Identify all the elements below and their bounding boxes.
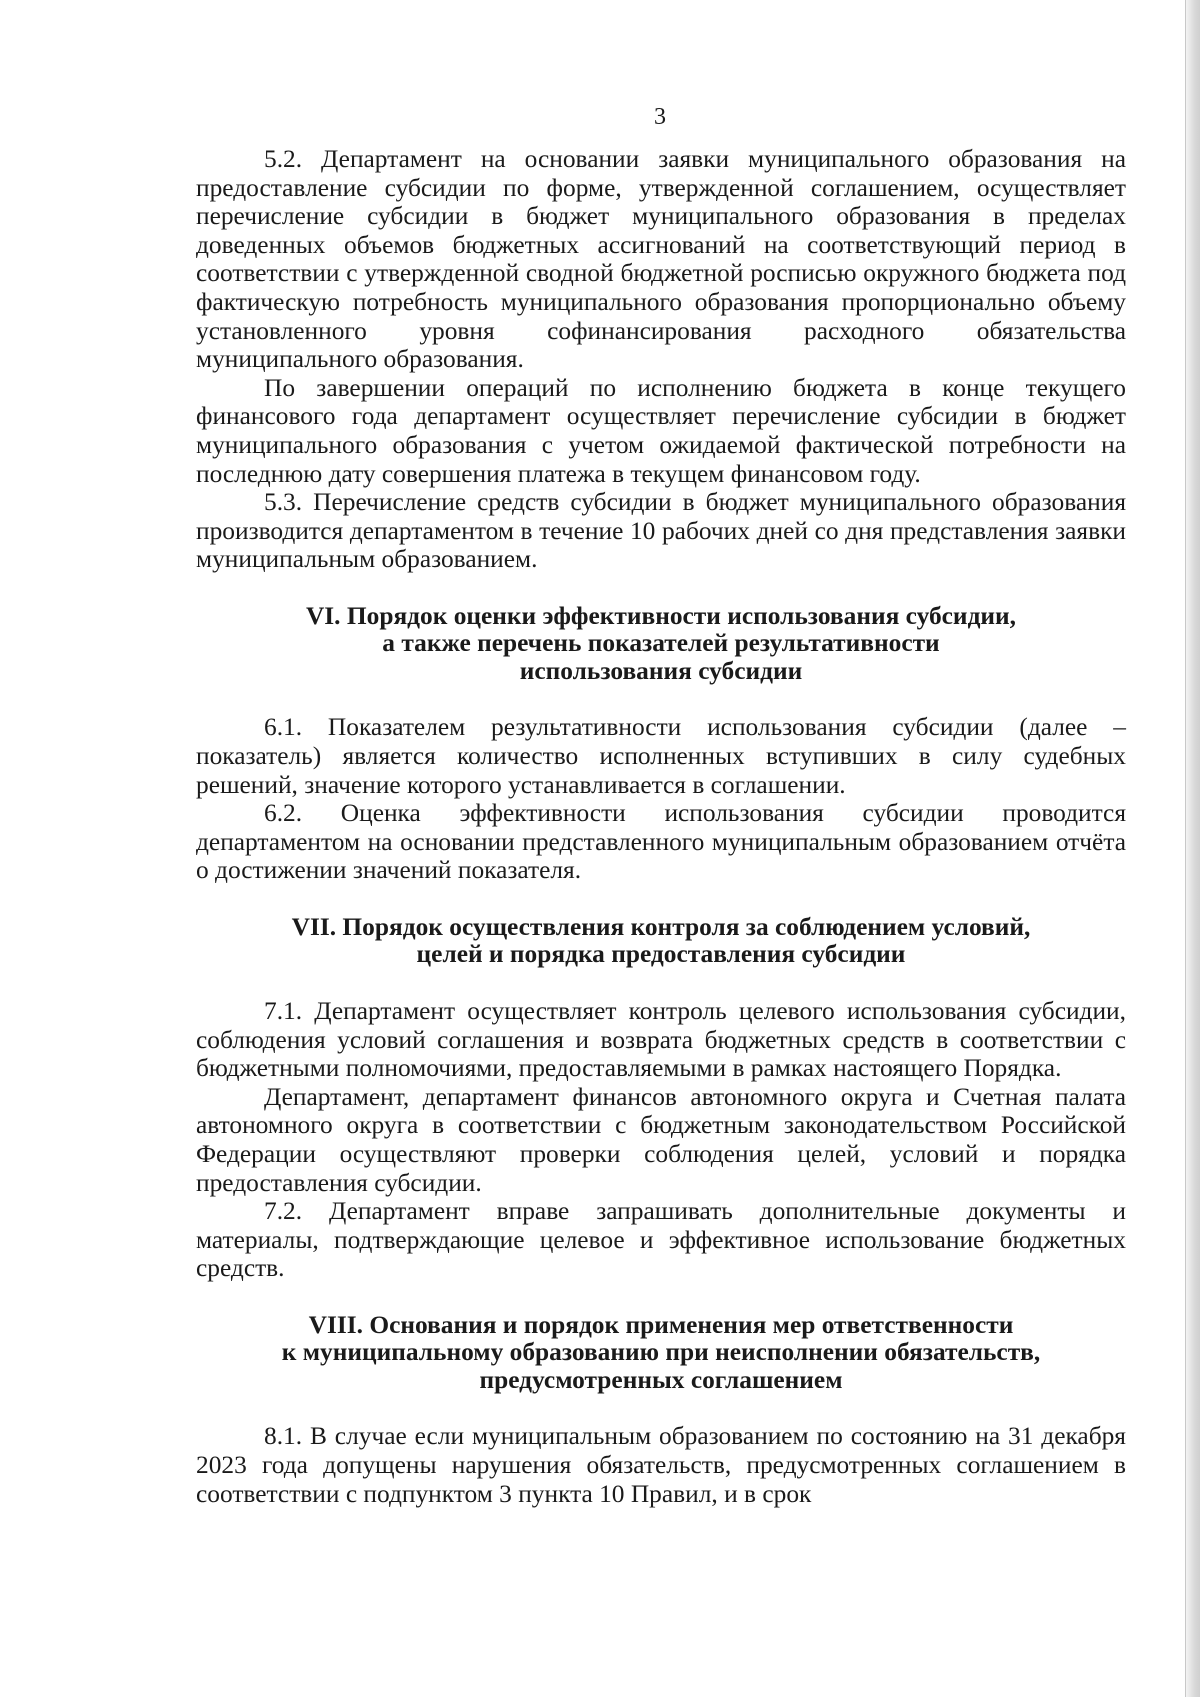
- page-edge-shadow: [1186, 0, 1200, 1697]
- section-7-heading: [196, 914, 1126, 969]
- section-6-heading-line: использования субсидии: [519, 656, 803, 685]
- paragraph-5-2-continued: По завершении операций по исполнению бюджета в конце текущего финансового года департамент осуществляет перечисление субсидии в бюджет муниципального образования с учетом ожидаемой фактической потребности на последнюю дату совершения платежа в текущем финансовом году.: [196, 373, 1126, 488]
- section-7-heading-line: VII. Порядок осуществления контроля за соблюдением условий,: [291, 912, 1031, 941]
- paragraph-5-2: 5.2. Департамент на основании заявки муниципального образования на предоставление субсидии по форме, утвержденной соглашением, осуществляет перечисление субсидии в бюджет муниципального образования в пределах доведенных объемов бюджетных ассигнований на соответствующий период в соответствии с утвержденной сводной бюджетной росписью окружного бюджета под фактическую потребность муниципального образования пропорционально объему установленного уровня софинансирования расходного обязательства муниципального образования.: [196, 145, 1126, 374]
- paragraph-6-1: 6.1. Показателем результативности использования субсидии (далее – показатель) является количество исполненных вступивших в силу судебных решений, значение которого устанавливается в соглашении.: [196, 713, 1126, 799]
- paragraph-7-1-continued: Департамент, департамент финансов автономного округа и Счетная палата автономного округа в соответствии с бюджетным законодательством Российской Федерации осуществляют проверки соблюдения целей, условий и порядка предоставления субсидии.: [196, 1082, 1126, 1197]
- section-6-heading-line: а также перечень показателей результативности: [382, 629, 940, 658]
- section-7-heading-line: целей и порядка предоставления субсидии: [416, 940, 906, 969]
- paragraph-7-2: 7.2. Департамент вправе запрашивать дополнительные документы и материалы, подтверждающие целевое и эффективное использование бюджетных средств.: [196, 1197, 1126, 1283]
- paragraph-7-1: 7.1. Департамент осуществляет контроль целевого использования субсидии, соблюдения условий соглашения и возврата бюджетных средств в соответствии с бюджетными полномочиями, предоставляемыми в рамках настоящего Порядка.: [196, 996, 1126, 1083]
- section-8-heading-line: VIII. Основания и порядок применения мер ответственности: [308, 1310, 1014, 1339]
- section-8-heading: [196, 1312, 1126, 1395]
- section-6-heading-line: VI. Порядок оценки эффективности использования субсидии,: [305, 601, 1017, 630]
- paragraph-8-1: 8.1. В случае если муниципальным образованием по состоянию на 31 декабря 2023 года допущены нарушения обязательств, предусмотренных соглашением в соответствии с подпунктом 3 пункта 10 Правил, и в срок: [196, 1422, 1126, 1508]
- section-6-heading: [196, 603, 1126, 686]
- page-number: 3: [654, 104, 666, 130]
- document-body: [196, 145, 1126, 1508]
- section-8-heading-line: предусмотренных соглашением: [479, 1365, 843, 1394]
- paragraph-5-3: 5.3. Перечисление средств субсидии в бюджет муниципального образования производится департаментом в течение 10 рабочих дней со дня представления заявки муниципальным образованием.: [196, 488, 1126, 574]
- paragraph-6-2: 6.2. Оценка эффективности использования субсидии проводится департаментом на основании представленного муниципальным образованием отчёта о достижении значений показателя.: [196, 799, 1126, 885]
- section-8-heading-line: к муниципальному образованию при неисполнении обязательств,: [281, 1338, 1041, 1367]
